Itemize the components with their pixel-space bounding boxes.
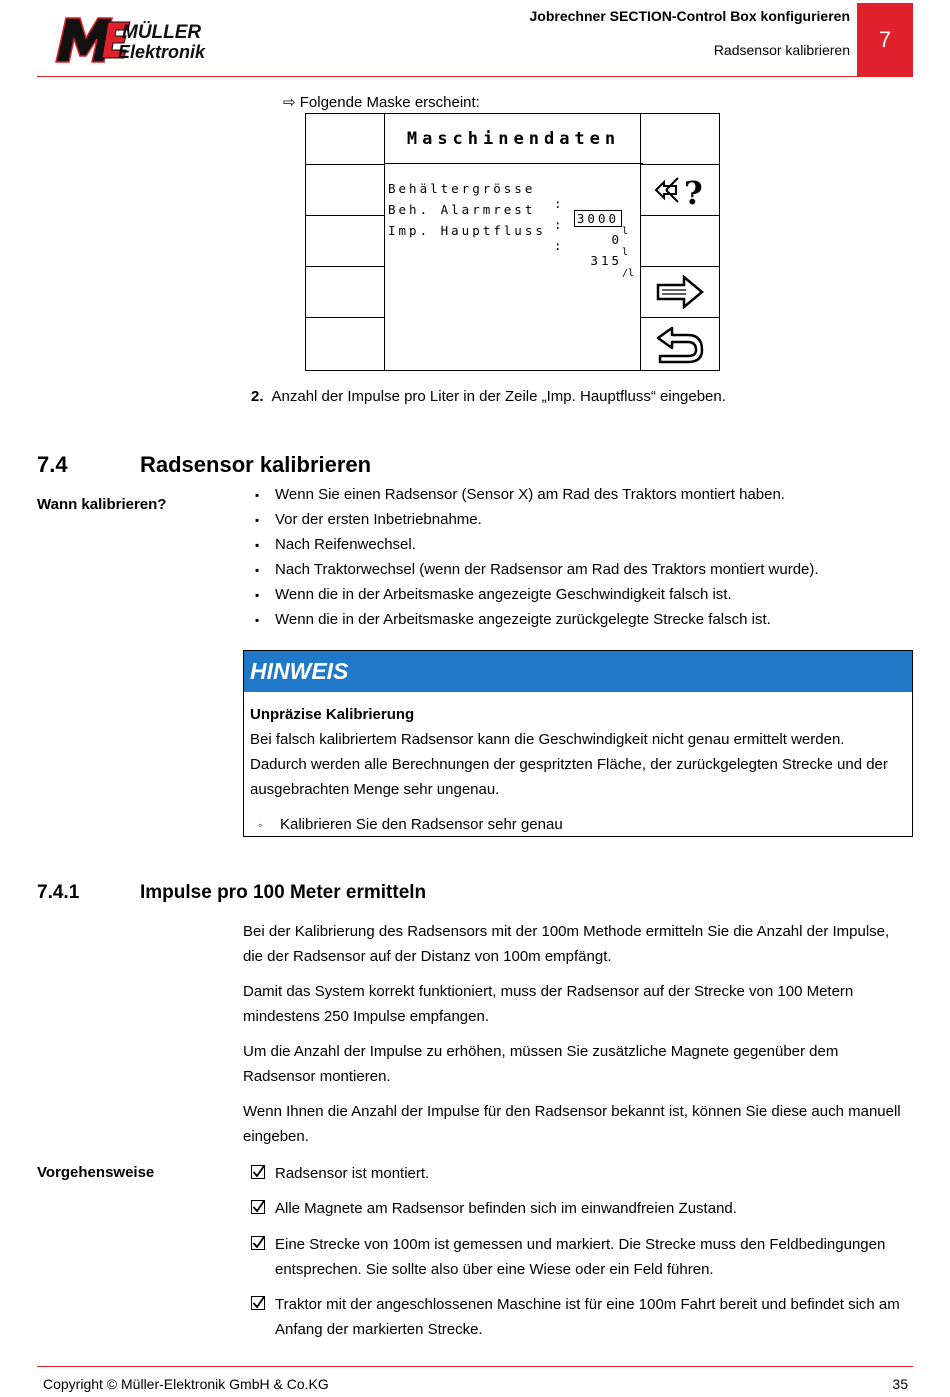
paragraph: Wenn Ihnen die Anzahl der Impulse für den Radsensor bekannt ist, können Sie diese auch manuell eingeben. (243, 1103, 901, 1145)
list-item: ▪ Nach Traktorwechsel (wenn der Radsensor am Rad des Traktors montiert wurde). (255, 561, 819, 586)
chapter-number: 7 (857, 3, 913, 77)
section-heading-7-4-1: 7.4.1 Impulse pro 100 Meter ermitteln (37, 882, 427, 903)
terminal-screen (305, 113, 720, 371)
checklist-item: Eine Strecke von 100m ist gemessen und markiert. Die Strecke muss den Feldbedingungen entsprechen. Sie sollte also über eine Wiese oder ein Feld führen. (251, 1232, 913, 1282)
list-item: ▪ Nach Reifenwechsel. (255, 536, 819, 561)
screen-row: Behältergrösse : 3000 l (388, 181, 629, 237)
footer-divider (37, 1366, 913, 1367)
step-2: 2. Anzahl der Impulse pro Liter in der Zeile „Imp. Hauptfluss“ eingeben. (251, 388, 726, 405)
notice-text-1: Bei falsch kalibriertem Radsensor kann die Geschwindigkeit nicht genau ermittelt werden. (250, 731, 845, 748)
header-divider (37, 76, 913, 77)
paragraph: Bei der Kalibrierung des Radsensors mit der 100m Methode ermitteln Sie die Anzahl der Impulse, die der Radsensor auf der Distanz von 100m empfängt. (243, 923, 890, 965)
checklist-item: Radsensor ist montiert. (251, 1161, 913, 1186)
side-label-procedure: Vorgehensweise (37, 1164, 155, 1181)
list-item: ▪ Wenn Sie einen Radsensor (Sensor X) am Rad des Traktors montiert haben. (255, 486, 819, 511)
screen-row: Beh. Alarmrest : 0 l (388, 202, 629, 258)
softkey-next[interactable] (641, 267, 719, 318)
row-label: Imp. Hauptfluss (388, 223, 546, 238)
result-line: ⇨ Folgende Maske erscheint: (283, 94, 480, 111)
row-value[interactable]: 0 (611, 232, 622, 247)
softkey-right-1[interactable] (641, 114, 719, 165)
circle-bullet-icon: ◦ (258, 818, 263, 832)
help-icon (652, 170, 708, 210)
header-subtitle: Radsensor kalibrieren (713, 42, 850, 58)
result-arrow-icon: ⇨ (283, 94, 296, 111)
svg-text:MÜLLER: MÜLLER (122, 22, 202, 43)
section-heading-7-4: 7.4 Radsensor kalibrieren (37, 452, 372, 477)
checkbox-checked-icon (251, 1165, 265, 1179)
softkey-left-1 (306, 114, 384, 165)
checklist-item: Alle Magnete am Radsensor befinden sich im einwandfreien Zustand. (251, 1196, 913, 1221)
screen-row: Imp. Hauptfluss : 315 /l (388, 223, 635, 279)
checkbox-checked-icon (251, 1296, 265, 1310)
softkey-return[interactable] (641, 318, 719, 369)
checkbox-checked-icon (251, 1200, 265, 1214)
company-logo (52, 12, 242, 68)
notice-title: Unpräzise Kalibrierung (250, 706, 415, 723)
checkbox-checked-icon (251, 1236, 265, 1250)
softkey-column-right (640, 114, 719, 370)
row-label: Beh. Alarmrest (388, 202, 536, 217)
when-calibrate-list (255, 486, 819, 636)
notice-box (243, 650, 913, 837)
notice-body (244, 692, 912, 838)
row-value[interactable]: 3000 (568, 211, 622, 226)
list-item: ▪ Wenn die in der Arbeitsmaske angezeigte Geschwindigkeit falsch ist. (255, 586, 819, 611)
side-label-when: Wann kalibrieren? (37, 496, 167, 513)
notice-action: ◦ Kalibrieren Sie den Radsensor sehr genau (250, 812, 906, 838)
next-arrow-icon (654, 272, 706, 312)
notice-text-2: Dadurch werden alle Berechnungen der gespritzten Fläche, der zurückgelegten Strecke und der ausgebrachten Menge sehr ungenau. (250, 756, 888, 798)
row-value[interactable]: 315 (590, 253, 622, 268)
list-item: ▪ Wenn die in der Arbeitsmaske angezeigte zurückgelegte Strecke falsch ist. (255, 611, 819, 636)
svg-text:?: ? (684, 174, 703, 210)
softkey-help[interactable] (641, 165, 719, 216)
list-item: ▪ Vor der ersten Inbetriebnahme. (255, 511, 819, 536)
footer-copyright: Copyright © Müller-Elektronik GmbH & Co.KG (43, 1376, 329, 1392)
notice-heading: HINWEIS (244, 651, 912, 692)
paragraph: Damit das System korrekt funktioniert, muss der Radsensor auf der Strecke von 100 Metern mindestens 250 Impulse empfangen. (243, 983, 854, 1025)
softkey-right-3[interactable] (641, 216, 719, 267)
page-number: 35 (892, 1376, 908, 1392)
row-label: Behältergrösse (388, 181, 536, 196)
paragraph: Um die Anzahl der Impulse zu erhöhen, müssen Sie zusätzliche Magnete gegenüber dem Radsensor montieren. (243, 1043, 839, 1085)
softkey-left-5 (306, 318, 384, 369)
header-title: Jobrechner SECTION-Control Box konfigurieren (529, 8, 850, 24)
screen-title: Maschinendaten (384, 114, 643, 164)
return-icon (654, 322, 706, 366)
prerequisite-list (251, 1161, 913, 1341)
checklist-item: Traktor mit der angeschlossenen Maschine ist für eine 100m Fahrt bereit und befindet sich am Anfang der markierten Strecke. (251, 1292, 913, 1342)
svg-text:Elektronik: Elektronik (118, 42, 206, 62)
